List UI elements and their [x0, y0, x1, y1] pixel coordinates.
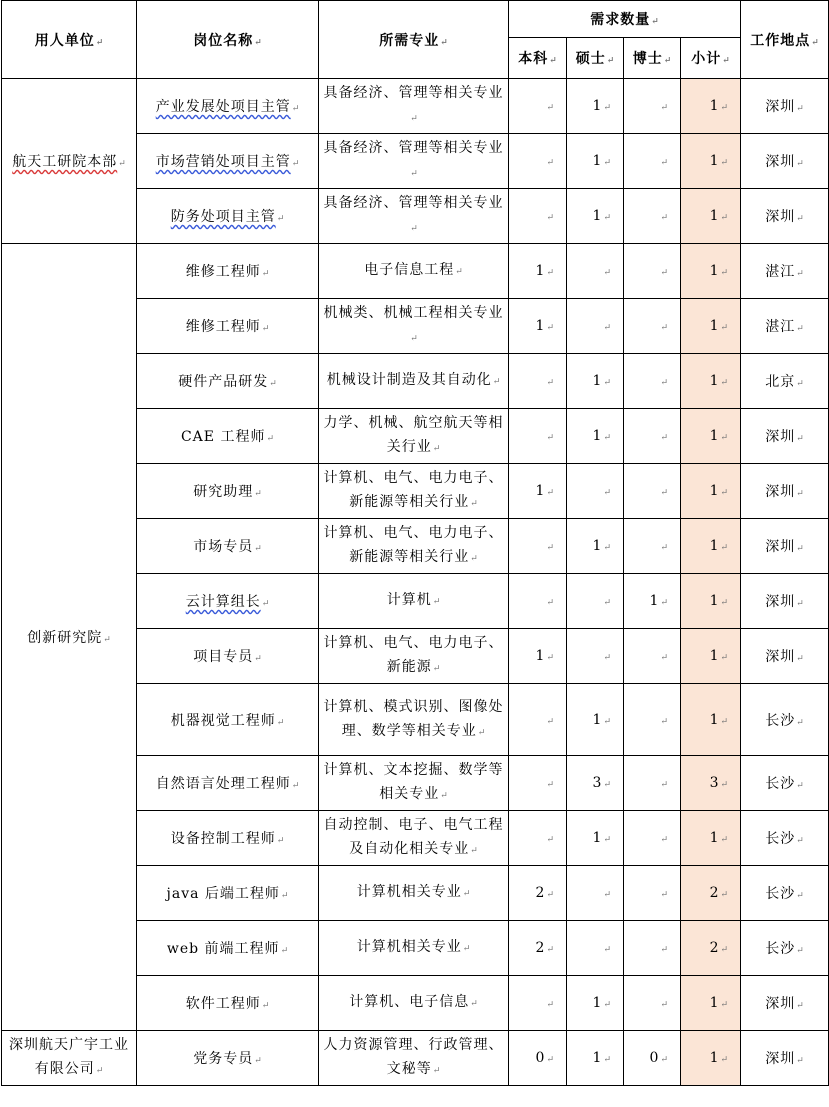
doctor-cell: ↵: [624, 244, 681, 299]
header-master: 硕士↵: [567, 38, 624, 79]
header-location: 工作地点↵: [741, 1, 829, 79]
location-cell: 深圳↵: [741, 976, 829, 1031]
header-demand: 需求数量↵: [509, 1, 741, 38]
doctor-cell: ↵: [624, 189, 681, 244]
position-cell: 防务处项目主管↵: [137, 189, 319, 244]
doctor-cell: ↵: [624, 464, 681, 519]
subtotal-cell: 1↵: [681, 629, 741, 684]
location-cell: 深圳↵: [741, 629, 829, 684]
header-major: 所需专业↵: [319, 1, 509, 79]
doctor-cell: ↵: [624, 684, 681, 756]
master-cell: 1↵: [567, 684, 624, 756]
position-cell: 维修工程师↵: [137, 299, 319, 354]
bachelor-cell: 1↵: [509, 244, 567, 299]
doctor-cell: ↵: [624, 79, 681, 134]
unit-cell: 航天工研院本部↵: [2, 79, 137, 244]
major-cell: 计算机、电气、电力电子、新能源等相关行业↵: [319, 519, 509, 574]
location-cell: 深圳↵: [741, 519, 829, 574]
bachelor-cell: ↵: [509, 574, 567, 629]
subtotal-cell: 3↵: [681, 756, 741, 811]
header-subtotal: 小计↵: [681, 38, 741, 79]
subtotal-cell: 1↵: [681, 519, 741, 574]
master-cell: ↵: [567, 574, 624, 629]
master-cell: 3↵: [567, 756, 624, 811]
bachelor-cell: ↵: [509, 79, 567, 134]
subtotal-cell: 2↵: [681, 866, 741, 921]
position-cell: java 后端工程师↵: [137, 866, 319, 921]
location-cell: 湛江↵: [741, 244, 829, 299]
location-cell: 北京↵: [741, 354, 829, 409]
position-cell: 设备控制工程师↵: [137, 811, 319, 866]
major-cell: 计算机、文本挖掘、数学等相关专业↵: [319, 756, 509, 811]
header-position: 岗位名称↵: [137, 1, 319, 79]
doctor-cell: ↵: [624, 629, 681, 684]
position-cell: CAE 工程师↵: [137, 409, 319, 464]
major-cell: 力学、机械、航空航天等相关行业↵: [319, 409, 509, 464]
doctor-cell: ↵: [624, 976, 681, 1031]
subtotal-cell: 1↵: [681, 574, 741, 629]
major-cell: 计算机↵: [319, 574, 509, 629]
header-doctor: 博士↵: [624, 38, 681, 79]
bachelor-cell: 2↵: [509, 866, 567, 921]
subtotal-cell: 1↵: [681, 244, 741, 299]
subtotal-cell: 1↵: [681, 134, 741, 189]
master-cell: ↵: [567, 866, 624, 921]
subtotal-cell: 1↵: [681, 1031, 741, 1086]
recruitment-table: [1, 0, 829, 1086]
master-cell: 1↵: [567, 354, 624, 409]
subtotal-cell: 1↵: [681, 354, 741, 409]
doctor-cell: ↵: [624, 354, 681, 409]
header-unit: 用人单位↵: [2, 1, 137, 79]
position-cell: 云计算组长↵: [137, 574, 319, 629]
master-cell: ↵: [567, 629, 624, 684]
location-cell: 深圳↵: [741, 1031, 829, 1086]
bachelor-cell: ↵: [509, 134, 567, 189]
bachelor-cell: 2↵: [509, 921, 567, 976]
bachelor-cell: ↵: [509, 409, 567, 464]
position-cell: 市场专员↵: [137, 519, 319, 574]
bachelor-cell: 1↵: [509, 464, 567, 519]
master-cell: ↵: [567, 244, 624, 299]
bachelor-cell: ↵: [509, 354, 567, 409]
location-cell: 长沙↵: [741, 684, 829, 756]
location-cell: 长沙↵: [741, 921, 829, 976]
doctor-cell: ↵: [624, 299, 681, 354]
location-cell: 深圳↵: [741, 79, 829, 134]
doctor-cell: ↵: [624, 811, 681, 866]
major-cell: 自动控制、电子、电气工程及自动化相关专业↵: [319, 811, 509, 866]
position-cell: web 前端工程师↵: [137, 921, 319, 976]
position-cell: 机器视觉工程师↵: [137, 684, 319, 756]
master-cell: 1↵: [567, 189, 624, 244]
doctor-cell: ↵: [624, 409, 681, 464]
position-cell: 市场营销处项目主管↵: [137, 134, 319, 189]
subtotal-cell: 1↵: [681, 976, 741, 1031]
master-cell: 1↵: [567, 1031, 624, 1086]
bachelor-cell: ↵: [509, 811, 567, 866]
master-cell: 1↵: [567, 409, 624, 464]
subtotal-cell: 1↵: [681, 684, 741, 756]
master-cell: 1↵: [567, 134, 624, 189]
header-bachelor: 本科↵: [509, 38, 567, 79]
major-cell: 机械设计制造及其自动化↵: [319, 354, 509, 409]
subtotal-cell: 1↵: [681, 811, 741, 866]
position-cell: 维修工程师↵: [137, 244, 319, 299]
master-cell: 1↵: [567, 811, 624, 866]
position-cell: 产业发展处项目主管↵: [137, 79, 319, 134]
position-cell: 软件工程师↵: [137, 976, 319, 1031]
master-cell: 1↵: [567, 976, 624, 1031]
location-cell: 深圳↵: [741, 409, 829, 464]
bachelor-cell: ↵: [509, 684, 567, 756]
major-cell: 电子信息工程↵: [319, 244, 509, 299]
bachelor-cell: ↵: [509, 976, 567, 1031]
table-row: [2, 244, 829, 299]
major-cell: 人力资源管理、行政管理、文秘等↵: [319, 1031, 509, 1086]
location-cell: 长沙↵: [741, 811, 829, 866]
doctor-cell: ↵: [624, 519, 681, 574]
location-cell: 长沙↵: [741, 756, 829, 811]
table-row: [2, 1031, 829, 1086]
location-cell: 深圳↵: [741, 189, 829, 244]
bachelor-cell: 1↵: [509, 299, 567, 354]
master-cell: ↵: [567, 299, 624, 354]
major-cell: 具备经济、管理等相关专业↵: [319, 189, 509, 244]
doctor-cell: ↵: [624, 866, 681, 921]
master-cell: ↵: [567, 921, 624, 976]
position-cell: 研究助理↵: [137, 464, 319, 519]
major-cell: 机械类、机械工程相关专业↵: [319, 299, 509, 354]
major-cell: 具备经济、管理等相关专业↵: [319, 79, 509, 134]
location-cell: 深圳↵: [741, 574, 829, 629]
doctor-cell: ↵: [624, 756, 681, 811]
major-cell: 计算机、电子信息↵: [319, 976, 509, 1031]
doctor-cell: ↵: [624, 921, 681, 976]
subtotal-cell: 1↵: [681, 409, 741, 464]
bachelor-cell: ↵: [509, 756, 567, 811]
location-cell: 深圳↵: [741, 464, 829, 519]
bachelor-cell: 0↵: [509, 1031, 567, 1086]
unit-cell: 深圳航天广宇工业有限公司↵: [2, 1031, 137, 1086]
subtotal-cell: 1↵: [681, 79, 741, 134]
doctor-cell: 0↵: [624, 1031, 681, 1086]
master-cell: ↵: [567, 464, 624, 519]
position-cell: 党务专员↵: [137, 1031, 319, 1086]
doctor-cell: ↵: [624, 134, 681, 189]
subtotal-cell: 1↵: [681, 464, 741, 519]
major-cell: 计算机、模式识别、图像处理、数学等相关专业↵: [319, 684, 509, 756]
subtotal-cell: 1↵: [681, 299, 741, 354]
unit-cell: 创新研究院↵: [2, 244, 137, 1031]
bachelor-cell: 1↵: [509, 629, 567, 684]
major-cell: 计算机、电气、电力电子、新能源等相关行业↵: [319, 464, 509, 519]
doctor-cell: 1↵: [624, 574, 681, 629]
bachelor-cell: ↵: [509, 189, 567, 244]
location-cell: 湛江↵: [741, 299, 829, 354]
position-cell: 硬件产品研发↵: [137, 354, 319, 409]
major-cell: 计算机相关专业↵: [319, 866, 509, 921]
subtotal-cell: 2↵: [681, 921, 741, 976]
location-cell: 长沙↵: [741, 866, 829, 921]
master-cell: 1↵: [567, 519, 624, 574]
major-cell: 计算机相关专业↵: [319, 921, 509, 976]
subtotal-cell: 1↵: [681, 189, 741, 244]
major-cell: 具备经济、管理等相关专业↵: [319, 134, 509, 189]
major-cell: 计算机、电气、电力电子、新能源↵: [319, 629, 509, 684]
position-cell: 自然语言处理工程师↵: [137, 756, 319, 811]
location-cell: 深圳↵: [741, 134, 829, 189]
master-cell: 1↵: [567, 79, 624, 134]
position-cell: 项目专员↵: [137, 629, 319, 684]
table-row: [2, 79, 829, 134]
bachelor-cell: ↵: [509, 519, 567, 574]
